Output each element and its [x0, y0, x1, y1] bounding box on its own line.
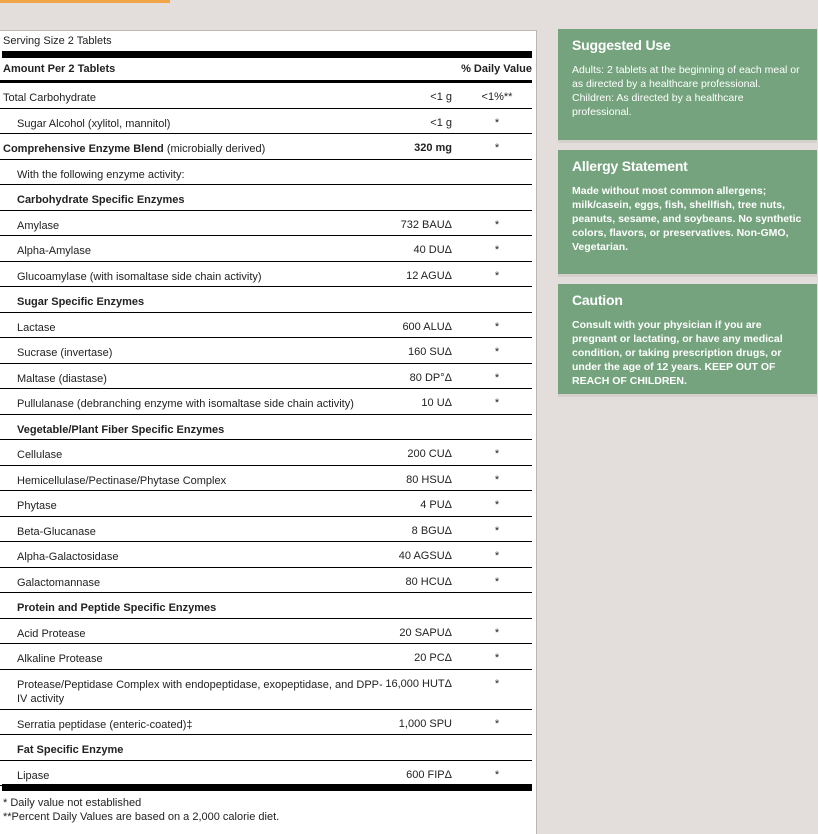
ingredient-amount: 200 CUΔ: [407, 448, 452, 460]
section-heading-row: [0, 735, 532, 761]
ingredient-name: Lipase: [17, 769, 50, 782]
ingredient-amount: 160 SUΔ: [407, 346, 452, 358]
ingredient-name: Cellulase: [17, 449, 63, 461]
facts-row: [0, 440, 532, 466]
facts-row: [0, 542, 532, 568]
section-heading-row: [0, 185, 532, 211]
ingredient-name: Total Carbohydrate: [3, 92, 96, 104]
caution-text: Consult with your physician if you are pregnant or lactating, or have any medical condition, or taking prescription drugs, or under the age of 12 years. KEEP OUT OF REACH OF CHILDREN.: [572, 319, 783, 387]
ingredient-daily-value: <1%**: [481, 91, 513, 103]
facts-row: [0, 619, 532, 645]
facts-row: [0, 568, 532, 594]
suggested-use-title: Suggested Use: [572, 37, 671, 53]
ingredient-name: Alpha-Amylase: [17, 245, 91, 257]
ingredient-amount: 20 SAPUΔ: [399, 626, 452, 639]
ingredient-amount: 732 BAUΔ: [400, 218, 452, 231]
ingredient-name: Beta-Glucanase: [17, 525, 96, 538]
ingredient-name: Vegetable/Plant Fiber Specific Enzymes: [17, 423, 225, 436]
ingredient-name: Carbohydrate Specific Enzymes: [17, 194, 185, 206]
footnote-daily-value: * Daily value not established: [3, 797, 142, 809]
facts-row: [0, 389, 532, 415]
ingredient-name: Maltase (diastase): [17, 372, 107, 385]
facts-row: [0, 491, 532, 517]
ingredient-amount: 80 HSUΔ: [406, 473, 452, 486]
ingredient-daily-value: *: [494, 652, 500, 664]
suggested-use-text: Adults: 2 tablets at the beginning of each meal or as directed by a healthcare professional. Children: As directed by a healthcare professional.: [572, 64, 800, 118]
ingredient-name: Glucoamylase (with isomaltase side chain activity): [17, 270, 262, 283]
top-accent-bar: [0, 0, 170, 3]
footnotes: [3, 796, 279, 824]
facts-row: [0, 262, 532, 288]
ingredient-amount: 4 PUΔ: [420, 499, 452, 511]
ingredient-name: Fat Specific Enzyme: [17, 744, 124, 756]
facts-row: [0, 338, 532, 364]
ingredient-daily-value: *: [494, 499, 500, 511]
ingredient-amount: 16,000 HUTΔ: [385, 677, 452, 690]
bottom-thick-divider: [2, 784, 532, 791]
allergy-statement-title: Allergy Statement: [572, 158, 688, 174]
ingredient-amount: 8 BGUΔ: [411, 524, 452, 537]
ingredient-amount: 320 mg: [414, 142, 452, 154]
ingredient-daily-value: *: [494, 244, 500, 256]
facts-header-row: [0, 58, 532, 83]
ingredient-name: Hemicellulase/Pectinase/Phytase Complex: [17, 474, 227, 487]
ingredient-name: Pullulanase (debranching enzyme with isomaltase side chain activity): [17, 398, 354, 410]
ingredient-daily-value: *: [494, 550, 500, 562]
ingredient-amount: 40 DUΔ: [413, 244, 452, 256]
ingredient-amount: 80 HCUΔ: [405, 575, 452, 588]
ingredient-daily-value: *: [494, 116, 500, 129]
ingredient-name: [3, 142, 373, 156]
facts-row: [0, 160, 532, 186]
facts-row: [0, 313, 532, 339]
ingredient-name: Phytase: [17, 500, 57, 512]
facts-row: [0, 83, 532, 109]
section-heading-row: [0, 415, 532, 441]
ingredient-name: Lactase: [17, 321, 56, 334]
ingredient-daily-value: *: [494, 717, 500, 730]
facts-row: [0, 364, 532, 390]
facts-row: [0, 670, 532, 710]
daily-value-label: % Daily Value: [461, 63, 532, 75]
facts-row: [0, 134, 532, 160]
ingredient-name: With the following enzyme activity:: [17, 168, 185, 181]
ingredient-daily-value: *: [494, 626, 500, 639]
ingredient-name: Serratia peptidase (enteric-coated)‡: [17, 718, 193, 731]
allergy-statement-box: [558, 150, 817, 277]
suggested-use-box: [558, 29, 817, 143]
ingredient-daily-value: *: [494, 677, 500, 690]
ingredient-name: Amylase: [17, 219, 60, 232]
ingredient-amount: <1 g: [430, 116, 452, 129]
ingredient-daily-value: *: [494, 524, 500, 537]
ingredient-daily-value: *: [494, 575, 500, 588]
facts-row: [0, 236, 532, 262]
ingredient-daily-value: *: [494, 473, 500, 486]
facts-row: [0, 109, 532, 135]
top-thick-divider: [2, 51, 532, 58]
ingredient-amount: 80 DP°Δ: [409, 371, 452, 384]
section-heading-row: [0, 593, 532, 619]
serving-size: Serving Size 2 Tablets: [3, 35, 112, 47]
ingredient-name: Acid Protease: [17, 627, 86, 640]
ingredient-daily-value: *: [494, 320, 500, 333]
ingredient-amount: 40 AGSUΔ: [398, 550, 452, 562]
ingredient-name: Protease/Peptidase Complex with endopeptidase, exopeptidase, and DPP- IV activity: [17, 678, 383, 705]
ingredient-daily-value: *: [494, 371, 500, 384]
ingredient-name: Protein and Peptide Specific Enzymes: [17, 602, 217, 614]
supplement-facts-panel: [0, 30, 537, 834]
caution-title: Caution: [572, 292, 623, 308]
ingredient-detail: (microbially derived): [163, 143, 266, 155]
facts-row: [0, 211, 532, 237]
ingredient-name: Sugar Alcohol (xylitol, mannitol): [17, 117, 171, 130]
facts-row: [0, 517, 532, 543]
ingredient-name: Sugar Specific Enzymes: [17, 296, 145, 308]
amount-per-label: Amount Per 2 Tablets: [3, 63, 116, 75]
ingredient-daily-value: *: [494, 142, 500, 154]
ingredient-daily-value: *: [494, 768, 500, 781]
caution-box: [558, 284, 817, 397]
ingredient-daily-value: *: [494, 448, 500, 460]
facts-row: [0, 761, 532, 787]
ingredient-amount: <1 g: [430, 91, 452, 103]
ingredient-name-bold: Comprehensive Enzyme Blend: [3, 143, 164, 155]
ingredient-amount: 10 UΔ: [421, 397, 452, 409]
allergy-statement-text: Made without most common allergens; milk/casein, eggs, fish, shellfish, tree nuts, peanuts, sesame, and soybeans. No synthetic colors, flavors, or preservatives. Non-GMO, Vegetarian.: [572, 185, 802, 253]
ingredient-amount: 600 FIPΔ: [406, 768, 452, 781]
section-heading-row: [0, 287, 532, 313]
ingredient-amount: 1,000 SPU: [398, 717, 452, 730]
facts-row: [0, 710, 532, 736]
ingredient-amount: 600 ALUΔ: [402, 320, 452, 333]
facts-row: [0, 644, 532, 670]
ingredient-daily-value: *: [494, 269, 500, 282]
ingredient-name: Alpha-Galactosidase: [17, 551, 119, 563]
facts-row: [0, 466, 532, 492]
ingredient-amount: 12 AGUΔ: [406, 269, 452, 282]
ingredient-daily-value: *: [494, 346, 500, 358]
ingredient-name: Alkaline Protease: [17, 653, 103, 665]
ingredient-amount: 20 PCΔ: [414, 652, 452, 664]
ingredient-name: Sucrase (invertase): [17, 347, 113, 359]
ingredient-name: Galactomannase: [17, 576, 101, 589]
ingredient-daily-value: *: [494, 218, 500, 231]
ingredient-daily-value: *: [494, 397, 500, 409]
footnote-percent-daily: **Percent Daily Values are based on a 2,000 calorie diet.: [3, 811, 280, 823]
